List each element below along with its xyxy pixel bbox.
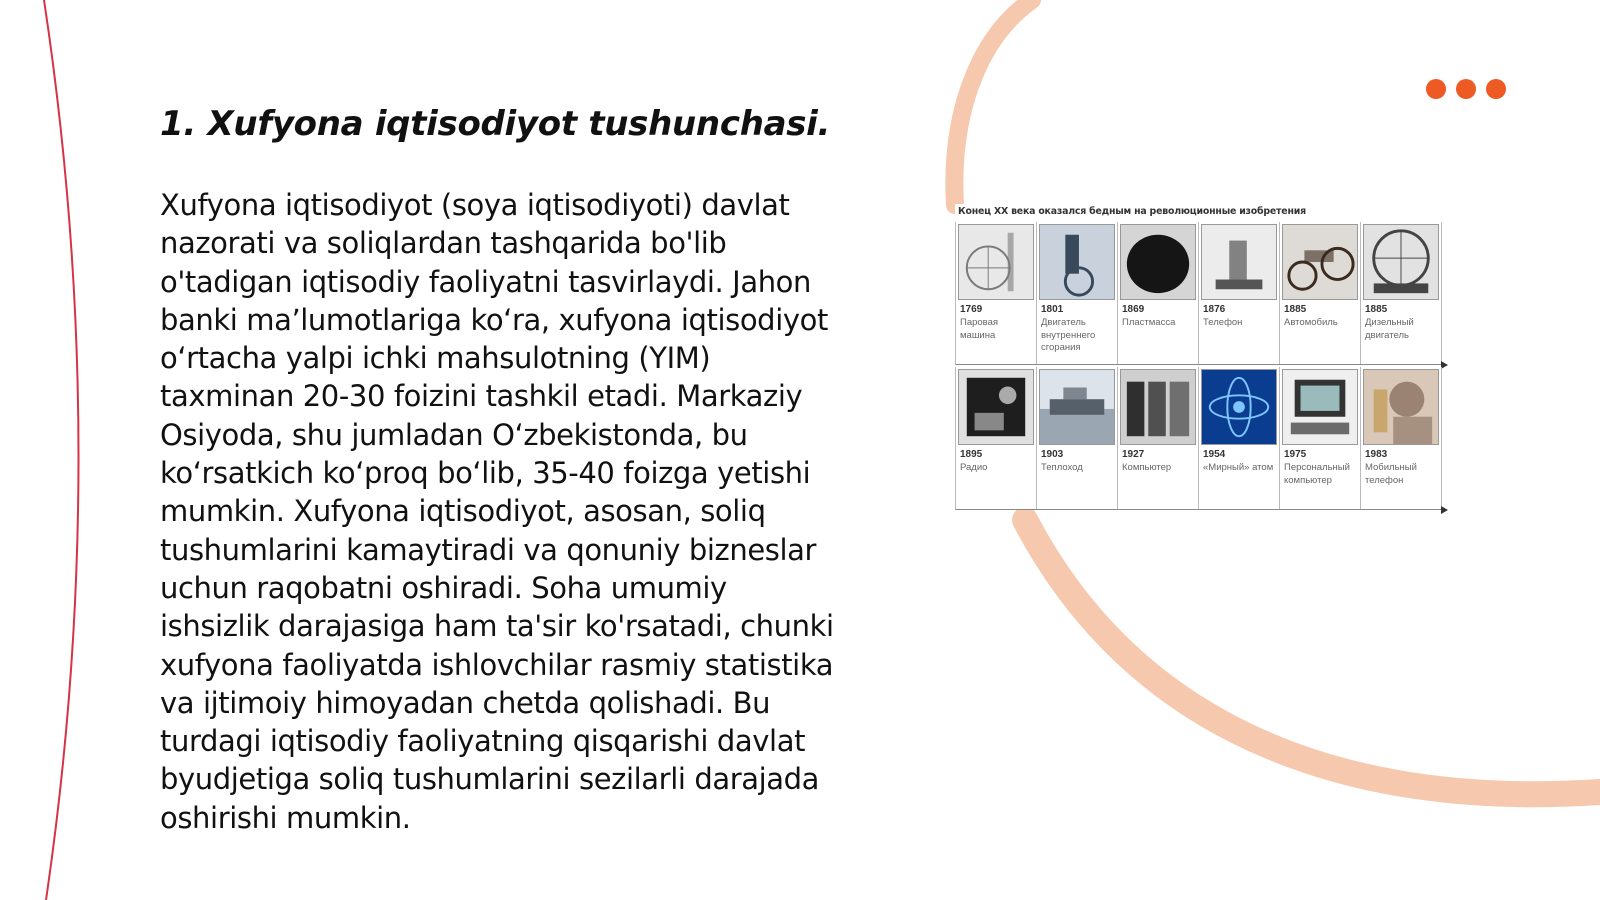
invention-label: Двигатель внутреннего сгорания <box>1041 317 1096 353</box>
invention-year: 1885 <box>1284 304 1307 315</box>
inventions-timeline-figure <box>955 204 1443 510</box>
invention-year: 1927 <box>1122 449 1145 460</box>
timeline-arrow-icon <box>1441 506 1448 514</box>
invention-label: Паровая машина <box>960 317 999 341</box>
automobile-photo <box>1282 224 1358 300</box>
atom-photo <box>1201 369 1277 445</box>
computer-photo <box>1120 369 1196 445</box>
invention-year: 1895 <box>960 449 983 460</box>
invention-label: Мобильный телефон <box>1365 462 1417 486</box>
slide-body-text: Xufyona iqtisodiyot (soya iqtisodiyoti) davlat nazorati va soliqlardan tashqarida bo'lib o'tadigan iqtisodiy faoliyatni tasvirlaydi. Jahon banki ma’lumotlariga ko‘ra, xufyona iqtisodiyot o‘rtacha yalpi ichki mahsulotning (YIM) taxminan 20-30 foizini tashkil etadi. Markaziy Osiyoda, shu jumladan O‘zbekistonda, bu ko‘rsatkich ko‘proq bo‘lib, 35-40 foizga yetishi mumkin. Xufyona iqtisodiyot, asosan, soliq tushumlarini kamaytiradi va qonuniy bizneslar uchun raqobatni oshiradi. Soha umumiy ishsizlik darajasiga ham ta'sir ko'rsatadi, chunki xufyona faoliyatda ishlovchilar rasmiy statistika va ijtimoiy himoyadan chetda qolishadi. Bu turdagi iqtisodiy faoliyatning qisqarishi davlat byudjetiga soliq tushumlarini sezilarli darajada oshirishi mumkin. <box>160 188 834 835</box>
invention-cell <box>1118 367 1199 509</box>
invention-cell <box>1280 222 1361 364</box>
combustion-engine-photo <box>1039 224 1115 300</box>
peach-arc-lower <box>1025 520 1600 794</box>
steam-engine-photo <box>958 224 1034 300</box>
invention-cell <box>1037 222 1118 364</box>
invention-year: 1983 <box>1365 449 1388 460</box>
more-options-dots <box>1426 79 1506 99</box>
invention-year: 1975 <box>1284 449 1307 460</box>
invention-year: 1769 <box>960 304 983 315</box>
telephone-photo <box>1201 224 1277 300</box>
invention-label: Персональный компьютер <box>1284 462 1350 486</box>
invention-cell <box>1199 222 1280 364</box>
timeline-row <box>955 367 1442 510</box>
diesel-engine-photo <box>1363 224 1439 300</box>
invention-cell <box>1118 222 1199 364</box>
invention-cell <box>1361 367 1442 509</box>
invention-label: Пластмасса <box>1122 317 1176 328</box>
invention-label: Телефон <box>1203 317 1243 328</box>
personal-computer-photo <box>1282 369 1358 445</box>
invention-cell <box>1280 367 1361 509</box>
dot-icon <box>1486 79 1506 99</box>
invention-label: Теплоход <box>1041 462 1083 473</box>
dot-icon <box>1426 79 1446 99</box>
invention-cell <box>956 367 1037 509</box>
plastic-photo <box>1120 224 1196 300</box>
mobile-phone-photo <box>1363 369 1439 445</box>
invention-label: Радио <box>960 462 988 473</box>
invention-cell <box>1361 222 1442 364</box>
invention-year: 1801 <box>1041 304 1064 315</box>
invention-label: «Мирный» атом <box>1203 462 1274 473</box>
peach-arc <box>954 0 1032 205</box>
invention-label: Компьютер <box>1122 462 1172 473</box>
invention-label: Автомобиль <box>1284 317 1338 328</box>
timeline-arrow-icon <box>1441 361 1448 369</box>
invention-year: 1903 <box>1041 449 1064 460</box>
motor-ship-photo <box>1039 369 1115 445</box>
invention-year: 1876 <box>1203 304 1226 315</box>
invention-cell <box>1199 367 1280 509</box>
invention-label: Дизельный двигатель <box>1365 317 1414 341</box>
left-border-curve <box>44 0 79 900</box>
inventions-grid <box>955 222 1443 510</box>
invention-year: 1954 <box>1203 449 1226 460</box>
radio-photo <box>958 369 1034 445</box>
invention-cell <box>956 222 1037 364</box>
figure-caption: Конец XX века оказался бедным на революционные изобретения <box>958 206 1306 217</box>
timeline-row <box>955 222 1442 365</box>
invention-cell <box>1037 367 1118 509</box>
slide-title: 1. Xufyona iqtisodiyot tushunchasi. <box>160 104 831 144</box>
invention-year: 1869 <box>1122 304 1145 315</box>
dot-icon <box>1456 79 1476 99</box>
invention-year: 1885 <box>1365 304 1388 315</box>
